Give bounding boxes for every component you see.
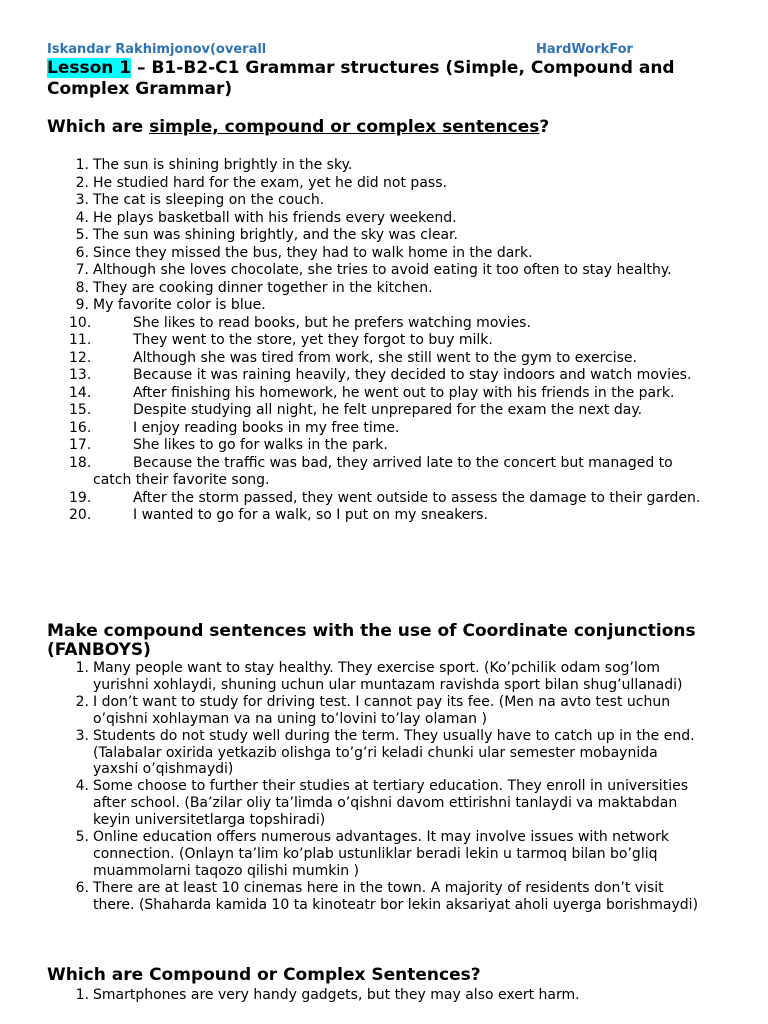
- list-item-text: Students do not study well during the term. They usually have to catch up in the end. (Talabalar oxirida yetkazib olishga to’g’ri keladi chunki ular semester mobaynida yaxshi o’qishmaydi): [93, 727, 695, 778]
- list-item-text: The sun was shining brightly, and the sky was clear.: [93, 227, 458, 243]
- list-item-text: After the storm passed, they went outside to assess the damage to their garden.: [133, 489, 701, 506]
- section1-list: [47, 157, 707, 525]
- list-item-number: 12.: [69, 349, 92, 366]
- list-item-text: Many people want to stay healthy. They exercise sport. (Ko’pchilik odam sog’lom yurishni xohlaydi, shuning uchun ular muntazam ravishda sport bilan shug’ullanadi): [93, 660, 683, 693]
- list-item: [47, 227, 707, 245]
- list-item: [47, 157, 707, 175]
- list-item-number: 1.: [75, 660, 89, 676]
- list-item-number: 15.: [69, 402, 92, 418]
- list-item: [47, 385, 707, 403]
- list-item-number: 9.: [75, 297, 89, 313]
- list-item: [47, 778, 707, 829]
- list-item-text: Despite studying all night, he felt unprepared for the exam the next day.: [133, 402, 643, 418]
- list-item: [47, 507, 707, 525]
- list-item-number: 1.: [75, 157, 89, 173]
- list-item: [47, 829, 707, 880]
- list-item-number: 17.: [69, 437, 92, 453]
- list-item-number: 3.: [75, 727, 89, 744]
- list-item-number: 1.: [75, 987, 89, 1003]
- section1-heading-underlined: simple, compound or complex sentences: [149, 117, 540, 137]
- list-item: [47, 987, 707, 1005]
- section2-list: [47, 660, 707, 914]
- section1-heading-prefix: Which are: [47, 117, 150, 137]
- section1-heading: [47, 118, 727, 137]
- list-item-number: 20.: [69, 507, 92, 523]
- list-item: [47, 297, 707, 315]
- list-item: [47, 490, 707, 508]
- lesson-label: Lesson 1: [47, 58, 132, 78]
- list-item-text: My favorite color is blue.: [93, 297, 266, 313]
- list-item-number: 5.: [75, 227, 89, 243]
- section3-heading: Which are Compound or Complex Sentences?: [47, 965, 481, 985]
- list-item: [47, 315, 707, 333]
- list-item: [47, 455, 707, 490]
- lesson-title-text: – B1-B2-C1 Grammar structures (Simple, Compound and Complex Grammar): [47, 58, 675, 99]
- list-item: [47, 880, 707, 914]
- list-item-text: Because it was raining heavily, they decided to stay indoors and watch movies.: [133, 367, 692, 383]
- list-item-text: Since they missed the bus, they had to walk home in the dark.: [93, 244, 533, 261]
- list-item-text: They are cooking dinner together in the kitchen.: [93, 279, 433, 296]
- list-item-text: Smartphones are very handy gadgets, but they may also exert harm.: [93, 987, 580, 1003]
- page-header: [47, 42, 727, 58]
- lesson-title: [47, 58, 727, 100]
- list-item-text: She likes to read books, but he prefers watching movies.: [133, 314, 531, 331]
- list-item-text: The sun is shining brightly in the sky.: [93, 157, 353, 173]
- header-right-text: HardWorkFor: [536, 42, 633, 57]
- list-item: [47, 245, 707, 263]
- list-item-text: He studied hard for the exam, yet he did not pass.: [93, 174, 447, 191]
- list-item: [47, 280, 707, 298]
- list-item-number: 8.: [75, 279, 89, 296]
- list-item-text: Some choose to further their studies at tertiary education. They enroll in universities after school. (Ba’zilar oliy ta’limda o’qishni davom ettirishni tanlaydi va maktabdan keyin universitetlarga topshiradi): [93, 778, 688, 829]
- list-item: [47, 262, 707, 280]
- author-name: Iskandar Rakhimjonov(overall: [47, 42, 267, 57]
- list-item-text: I enjoy reading books in my free time.: [133, 419, 400, 436]
- list-item-text: She likes to go for walks in the park.: [133, 437, 388, 453]
- list-item-text: There are at least 10 cinemas here in the town. A majority of residents don’t visit there. (Shaharda kamida 10 ta kinoteatr bor lekin aksariyat aholi uyerga borishmaydi): [93, 879, 699, 913]
- list-item-text: Although she was tired from work, she still went to the gym to exercise.: [133, 349, 637, 366]
- list-item-text: I wanted to go for a walk, so I put on my sneakers.: [133, 507, 488, 523]
- list-item-number: 4.: [75, 778, 89, 795]
- list-item-text: They went to the store, yet they forgot to buy milk.: [133, 332, 493, 348]
- section2-heading: Make compound sentences with the use of Coordinate conjunctions (FANBOYS): [47, 621, 696, 660]
- list-item: [47, 402, 707, 420]
- list-item-number: 13.: [69, 367, 92, 383]
- list-item-number: 19.: [69, 489, 92, 506]
- list-item-text: The cat is sleeping on the couch.: [93, 192, 325, 208]
- list-item: [47, 367, 707, 385]
- list-item: [47, 437, 707, 455]
- list-item-text: Although she loves chocolate, she tries to avoid eating it too often to stay healthy.: [93, 262, 672, 278]
- list-item-number: 5.: [75, 829, 89, 846]
- list-item-number: 6.: [75, 244, 89, 261]
- list-item-number: 11.: [69, 332, 92, 348]
- list-item: [47, 332, 707, 350]
- list-item-number: 6.: [75, 879, 89, 896]
- list-item: [47, 420, 707, 438]
- list-item-number: 10.: [69, 314, 92, 331]
- list-item: [47, 660, 707, 694]
- list-item: [47, 210, 707, 228]
- list-item: [47, 175, 707, 193]
- list-item-text: Online education offers numerous advantages. It may involve issues with network connection. (Onlayn ta’lim ko’plab ustunliklar beradi lekin u tarmoq bilan bo’gliq muammolarni taqozo qilishi mumkin ): [93, 829, 670, 879]
- list-item: [47, 192, 707, 210]
- section1-heading-suffix: ?: [539, 117, 550, 137]
- list-item: [47, 350, 707, 368]
- list-item-number: 2.: [75, 174, 89, 191]
- list-item-text: He plays basketball with his friends every weekend.: [93, 209, 457, 226]
- list-item: [47, 728, 707, 779]
- section3-list: [47, 987, 707, 1005]
- list-item-number: 7.: [75, 262, 89, 278]
- list-item-number: 3.: [75, 192, 89, 208]
- list-item-number: 18.: [69, 454, 92, 471]
- list-item-number: 4.: [75, 209, 89, 226]
- list-item: [47, 694, 707, 728]
- list-item-number: 16.: [69, 419, 92, 436]
- list-item-text: Because the traffic was bad, they arrived late to the concert but managed to catch their favorite song.: [93, 454, 673, 488]
- list-item-number: 14.: [69, 384, 92, 401]
- list-item-number: 2.: [75, 693, 89, 710]
- list-item-text: I don’t want to study for driving test. I cannot pay its fee. (Men na avto test uchun o’qishni xohlayman va na uning to’lovini to’lay olaman ): [93, 693, 671, 727]
- list-item-text: After finishing his homework, he went out to play with his friends in the park.: [133, 384, 675, 401]
